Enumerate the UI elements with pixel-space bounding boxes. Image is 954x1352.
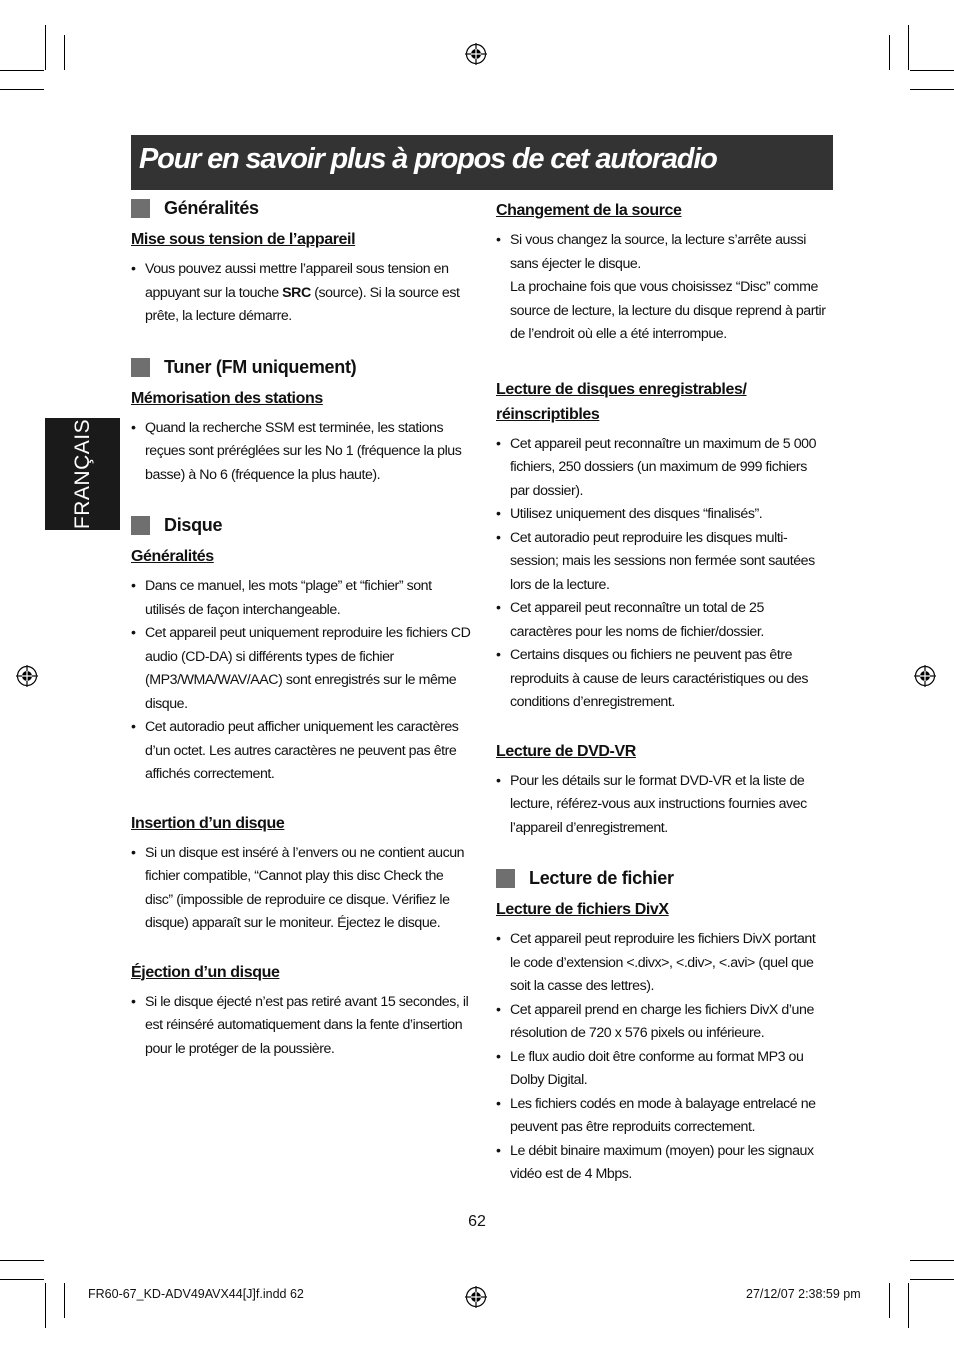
section-square-icon (496, 869, 515, 888)
section-heading (131, 357, 471, 378)
list-item: • Le flux audio doit être conforme au format MP3 ou Dolby Digital. (496, 1046, 828, 1093)
crop-mark (45, 25, 46, 70)
list-item: • Utilisez uniquement des disques “finalisés”. (496, 503, 828, 527)
section-heading (131, 198, 471, 219)
footer-timestamp: 27/12/07 2:38:59 pm (746, 1287, 861, 1301)
crop-mark (0, 1279, 44, 1280)
subheading: Lecture de disques enregistrables/ réinscriptibles (496, 380, 747, 423)
list-item: • Si un disque est inséré à l’envers ou ne contient aucun fichier compatible, “Cannot play this disc Check the disc” (impossible de reproduire ce disque. Vérifiez le disque) apparaît sur le moniteur. Éjectez le disque. (131, 842, 471, 936)
page-number: 62 (468, 1213, 486, 1230)
crop-mark (0, 1260, 44, 1261)
key-name: SRC (282, 284, 311, 301)
registration-mark-icon (465, 1286, 487, 1308)
bullet-list (496, 928, 828, 1187)
left-column (131, 198, 471, 1061)
list-item: • Cet autoradio peut reproduire les disques multi-session; mais les sessions non fermée sont sautées lors de la lecture. (496, 527, 828, 598)
bullet-list (496, 770, 828, 841)
section-square-icon (131, 516, 150, 535)
list-item: • Certains disques ou fichiers ne peuvent pas être reproduits à cause de leurs caractéristiques ou des conditions d’enregistrement. (496, 644, 828, 715)
crop-mark (0, 89, 44, 90)
crop-mark (910, 70, 954, 71)
section-heading (496, 868, 828, 889)
subheading: Mémorisation des stations (131, 389, 323, 407)
section-square-icon (131, 199, 150, 218)
list-item-text: (source). Si la source est prête, la lecture démarre. (145, 284, 460, 324)
subheading: Insertion d’un disque (131, 814, 285, 832)
section-title: Généralités (164, 198, 259, 218)
registration-mark-icon (16, 665, 38, 687)
language-tab (45, 418, 120, 530)
bullet-list (131, 842, 471, 936)
list-item: • Cet appareil peut reconnaître un maximum de 5 000 fichiers, 250 dossiers (un maximum de 999 fichiers par dossier). (496, 433, 828, 504)
footer-file-name: FR60-67_KD-ADV49AVX44[J]f.indd 62 (88, 1287, 304, 1301)
list-item: • Cet appareil peut reproduire les fichiers DivX portant le code d’extension <.divx>, <.div>, <.avi> (quel que soit la casse des lettres). (496, 928, 828, 999)
crop-mark (910, 89, 954, 90)
list-item: • Cet appareil peut reconnaître un total de 25 caractères pour les noms de fichier/dossier. (496, 597, 828, 644)
list-item: • Pour les détails sur le format DVD-VR et la liste de lecture, référez-vous aux instructions fournies avec l’appareil d’enregistrement. (496, 770, 828, 841)
list-item-text: Vous pouvez aussi mettre l’appareil sous tension en appuyant sur la touche (145, 261, 449, 301)
subheading: Lecture de fichiers DivX (496, 901, 669, 918)
section-title: Tuner (FM uniquement) (164, 356, 357, 377)
crop-mark (908, 1283, 909, 1328)
list-item: • Si vous changez la source, la lecture s’arrête aussi sans éjecter le disque. (496, 229, 828, 276)
subheading: Généralités (131, 548, 214, 565)
subheading: Mise sous tension de l’appareil (131, 231, 356, 248)
list-item: • Cet autoradio peut afficher uniquement les caractères d’un octet. Les autres caractères ne peuvent pas être affichés correctement. (131, 716, 471, 787)
right-column (496, 198, 828, 1187)
crop-mark (45, 1283, 46, 1328)
list-item: • Cet appareil prend en charge les fichiers DivX d’une résolution de 720 x 576 pixels ou inférieure. (496, 999, 828, 1046)
crop-mark (64, 35, 65, 70)
list-item: • Quand la recherche SSM est terminée, les stations reçues sont préréglées sur les No 1 (fréquence la plus basse) à No 6 (fréquence la plus haute). (131, 417, 471, 488)
registration-mark-icon (914, 665, 936, 687)
section-title: Lecture de fichier (529, 868, 674, 888)
list-item: • Si le disque éjecté n’est pas retiré avant 15 secondes, il est réinséré automatiquement dans la fente d’insertion pour le protéger de la poussière. (131, 991, 471, 1062)
crop-mark (910, 1279, 954, 1280)
crop-mark (0, 70, 44, 71)
paragraph: La prochaine fois que vous choisissez “Disc” comme source de lecture, la lecture du disque reprend à partir de l’endroit où elle a été interrompue. (510, 279, 826, 342)
bullet-list (131, 991, 471, 1062)
list-item: • Les fichiers codés en mode à balayage entrelacé ne peuvent pas être reproduits correctement. (496, 1093, 828, 1140)
bullet-list (131, 417, 471, 488)
section-title: Disque (164, 515, 223, 535)
subheading: Éjection d’un disque (131, 963, 280, 981)
crop-mark (64, 1283, 65, 1318)
subheading: Lecture de DVD-VR (496, 742, 636, 760)
list-item: • Dans ce manuel, les mots “plage” et “fichier” sont utilisés de façon interchangeable. (131, 575, 471, 622)
subheading: Changement de la source (496, 202, 682, 219)
section-square-icon (131, 358, 150, 377)
section-heading (131, 515, 471, 536)
crop-mark (889, 35, 890, 70)
bullet-list (496, 433, 828, 715)
list-item (131, 258, 471, 329)
crop-mark (908, 25, 909, 70)
list-item: • Le débit binaire maximum (moyen) pour les signaux vidéo est de 4 Mbps. (496, 1140, 828, 1187)
crop-mark (889, 1283, 890, 1318)
bullet-list (496, 229, 828, 276)
registration-mark-icon (465, 43, 487, 65)
title-bar (131, 135, 833, 190)
list-item: • Cet appareil peut uniquement reproduire les fichiers CD audio (CD-DA) si différents types de fichier (MP3/WMA/WAV/AAC) sont enregistrés sur le même disque. (131, 622, 471, 716)
bullet-list (131, 575, 471, 787)
page-title: Pour en savoir plus à propos de cet autoradio (139, 143, 717, 175)
bullet-list (131, 258, 471, 329)
crop-mark (910, 1260, 954, 1261)
language-tab-label: FRANÇAIS (70, 418, 94, 530)
